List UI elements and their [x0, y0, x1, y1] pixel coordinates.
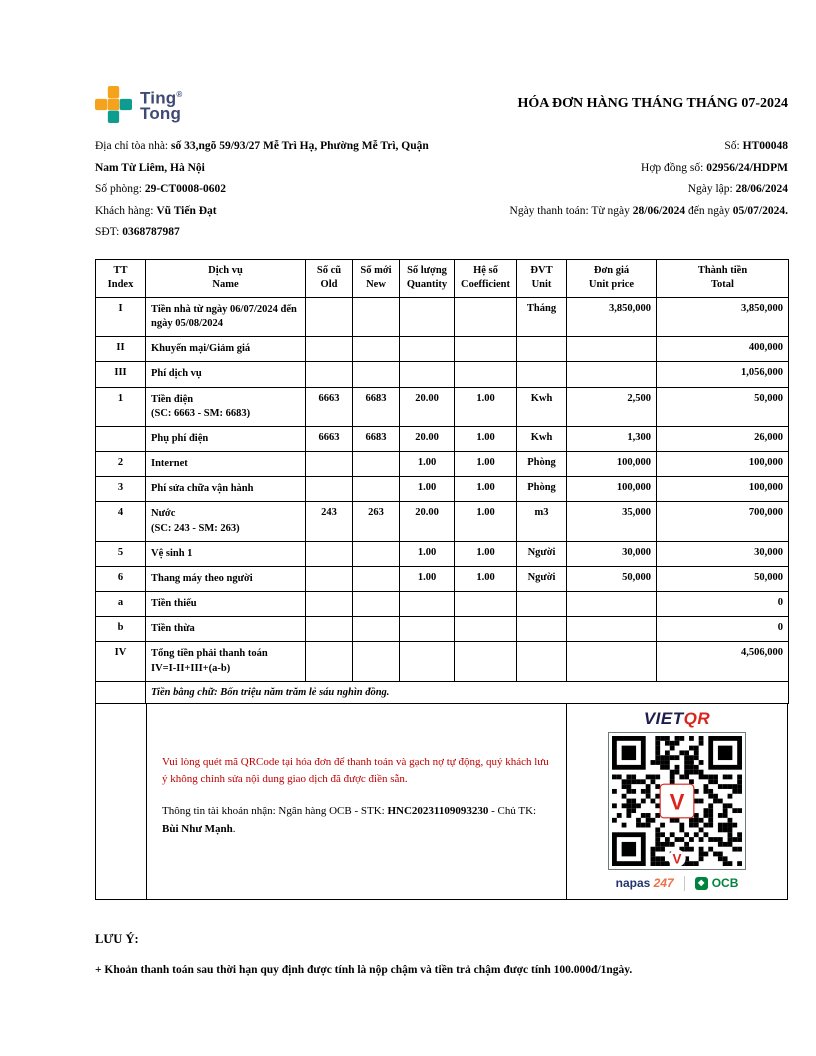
address-label: Địa chỉ tòa nhà:: [95, 140, 172, 152]
cell-coefficient: [455, 297, 517, 336]
amount-in-words-row: [96, 681, 789, 703]
cell-index: 3: [96, 477, 146, 502]
cell-name: [146, 477, 306, 502]
cell-quantity: [400, 592, 455, 617]
payment-period-end: .: [785, 204, 788, 217]
cell-total: 700,000: [657, 502, 789, 541]
qr-payment-notice: Vui lòng quét mã QRCode tại hóa đơn để thanh toán và gạch nợ tự động, quý khách lưu ý không chỉnh sửa nội dung giao dịch đã được điền sẵn.: [162, 755, 549, 786]
customer-name: [95, 201, 440, 223]
service-sub: (SC: 6663 - SM: 6683): [151, 407, 251, 419]
vietqr-logo: [644, 709, 710, 729]
table-row: [96, 452, 789, 477]
cell-old: [306, 337, 353, 362]
payment-instructions: [147, 704, 566, 899]
cell-old: [306, 541, 353, 566]
cell-index: III: [96, 362, 146, 387]
vietqr-qr-text: QR: [683, 708, 711, 728]
cell-quantity: 20.00: [400, 426, 455, 451]
cell-unit: m3: [517, 502, 567, 541]
building-address: [95, 136, 440, 179]
cell-unit-price: [567, 337, 657, 362]
service-sub: IV=I-II+III+(a-b): [151, 662, 231, 674]
cell-old: [306, 566, 353, 591]
cell-name: [146, 297, 306, 336]
cell-name: [146, 617, 306, 642]
cell-unit: [517, 617, 567, 642]
table-row: [96, 426, 789, 451]
cell-new: 6683: [353, 426, 400, 451]
contract-number: [483, 158, 788, 180]
col-header-index: TT Index: [96, 259, 146, 297]
payment-box: [95, 703, 788, 900]
napas-247-text: 247: [653, 876, 674, 891]
cell-quantity: 20.00: [400, 387, 455, 426]
invoice-info: [95, 136, 788, 244]
col-header-quantity: Số lượng Quantity: [400, 259, 455, 297]
cell-unit: Kwh: [517, 426, 567, 451]
service-name: Vệ sinh 1: [151, 547, 193, 559]
cell-coefficient: 1.00: [455, 387, 517, 426]
payment-period: [483, 201, 788, 223]
cell-total: 100,000: [657, 477, 789, 502]
cell-old: [306, 452, 353, 477]
cell-unit: [517, 642, 567, 681]
cell-coefficient: 1.00: [455, 477, 517, 502]
cell-index: 1: [96, 387, 146, 426]
napas-text: napas: [615, 876, 651, 891]
cell-unit-price: [567, 642, 657, 681]
cell-new: [353, 566, 400, 591]
service-name: Thang máy theo người: [151, 572, 253, 584]
cell-index: IV: [96, 642, 146, 681]
amount-in-words-cell: [146, 681, 789, 703]
cell-coefficient: 1.00: [455, 566, 517, 591]
table-row: [96, 337, 789, 362]
cell-name: [146, 541, 306, 566]
cell-new: [353, 477, 400, 502]
cell-coefficient: 1.00: [455, 541, 517, 566]
cell-unit: [517, 592, 567, 617]
logo-line2: Tong: [140, 104, 182, 124]
cell-name: [146, 426, 306, 451]
cell-total: 50,000: [657, 387, 789, 426]
cell-coefficient: [455, 642, 517, 681]
tingtong-logo: [95, 86, 182, 123]
customer-phone: [95, 222, 440, 244]
table-row: [96, 477, 789, 502]
col-header-unit: ĐVT Unit: [517, 259, 567, 297]
table-header-row: [96, 259, 789, 297]
cell-total: 4,506,000: [657, 642, 789, 681]
cell-coefficient: [455, 617, 517, 642]
cell-new: [353, 541, 400, 566]
cell-unit-price: 100,000: [567, 452, 657, 477]
vietqr-viet-text: VIET: [643, 708, 684, 728]
cell-unit-price: 1,300: [567, 426, 657, 451]
cell-index: 5: [96, 541, 146, 566]
issue-date: [483, 179, 788, 201]
cell-total: 400,000: [657, 337, 789, 362]
cell-coefficient: 1.00: [455, 426, 517, 451]
contract-value: 02956/24/HDPM: [706, 161, 788, 174]
cell-index: II: [96, 337, 146, 362]
cell-old: 6663: [306, 387, 353, 426]
ocb-bank-icon: ◆: [695, 877, 708, 890]
account-holder: Bùi Như Mạnh: [162, 822, 233, 835]
room-value: 29-CT0008-0602: [144, 183, 226, 195]
registered-mark: ®: [176, 89, 183, 99]
col-header-name: Dịch vụ Name: [146, 259, 306, 297]
cell-old: 6663: [306, 426, 353, 451]
invoice-info-left: [95, 136, 440, 244]
cell-quantity: 20.00: [400, 502, 455, 541]
cell-quantity: [400, 297, 455, 336]
col-header-old: Số cũ Old: [306, 259, 353, 297]
cell-name: [146, 566, 306, 591]
cell-new: 263: [353, 502, 400, 541]
logo-line1: Ting: [140, 88, 177, 108]
account-label: Thông tin tài khoản nhận: Ngân hàng OCB - STK:: [162, 804, 388, 817]
account-info: [162, 803, 551, 838]
cell-unit: Phòng: [517, 477, 567, 502]
cell-coefficient: 1.00: [455, 502, 517, 541]
qr-frame: [608, 732, 746, 870]
invoice-number-label: Số:: [724, 140, 743, 152]
cell-name: [146, 387, 306, 426]
cell-name: [146, 502, 306, 541]
cell-total: 26,000: [657, 426, 789, 451]
cell-old: [306, 477, 353, 502]
cell-unit-price: 100,000: [567, 477, 657, 502]
cell-unit-price: 35,000: [567, 502, 657, 541]
cell-name: [146, 592, 306, 617]
ocb-text: OCB: [711, 876, 739, 891]
service-name: Tổng tiền phải thanh toán: [151, 648, 268, 660]
table-row: [96, 502, 789, 541]
qr-code: [612, 736, 742, 866]
service-name: Tiền điện: [151, 393, 194, 405]
cell-quantity: [400, 362, 455, 387]
payment-box-spacer: [96, 704, 147, 899]
cell-unit-price: 2,500: [567, 387, 657, 426]
cell-old: 243: [306, 502, 353, 541]
cell-coefficient: [455, 592, 517, 617]
cell-total: 0: [657, 617, 789, 642]
cell-new: 6683: [353, 387, 400, 426]
cell-total: 0: [657, 592, 789, 617]
address-value: số 33,ngõ 59/93/27 Mễ Trì Hạ, Phường Mễ Trì, Quận Nam Từ Liêm, Hà Nội: [95, 140, 429, 174]
account-end: .: [232, 822, 236, 835]
qr-panel: [566, 704, 787, 899]
cell-quantity: 1.00: [400, 566, 455, 591]
cell-new: [353, 617, 400, 642]
cell-new: [353, 452, 400, 477]
cell-index: 2: [96, 452, 146, 477]
service-name: Phí dịch vụ: [151, 368, 202, 380]
invoice-number: [483, 136, 788, 158]
service-name: Tiền thiếu: [151, 598, 197, 610]
amount-in-words-label: Tiền bằng chữ:: [151, 686, 221, 698]
issue-date-label: Ngày lập:: [687, 183, 736, 195]
cell-coefficient: [455, 337, 517, 362]
cell-quantity: 1.00: [400, 452, 455, 477]
cell-quantity: [400, 617, 455, 642]
room-number: [95, 179, 440, 201]
phone-label: SĐT:: [95, 226, 123, 238]
room-label: Số phòng:: [95, 183, 145, 195]
invoice-info-right: [483, 136, 788, 244]
footer-notes: [95, 932, 788, 976]
cell-name: [146, 452, 306, 477]
table-row: [96, 642, 789, 681]
table-row: [96, 297, 789, 336]
cell-unit: Người: [517, 566, 567, 591]
ocb-logo: [695, 876, 739, 890]
cell-index: a: [96, 592, 146, 617]
issue-date-value: 28/06/2024: [735, 183, 788, 195]
table-row: [96, 362, 789, 387]
cell-new: [353, 362, 400, 387]
cell-new: [353, 592, 400, 617]
cell-quantity: [400, 642, 455, 681]
cell-unit: Người: [517, 541, 567, 566]
late-payment-note: + Khoản thanh toán sau thời hạn quy định được tính là nộp chậm và tiền trả chậm được tính 100.000đ/1ngày.: [95, 963, 633, 976]
cell-total: 30,000: [657, 541, 789, 566]
cell-unit: Kwh: [517, 387, 567, 426]
payment-period-label: Ngày thanh toán: Từ ngày: [509, 204, 633, 217]
amount-in-words-value: Bốn triệu năm trăm lẻ sáu nghìn đồng.: [220, 686, 390, 698]
cell-total: 50,000: [657, 566, 789, 591]
cell-old: [306, 362, 353, 387]
svg-text:V: V: [669, 789, 685, 815]
cell-new: [353, 642, 400, 681]
service-name: Nước: [151, 508, 176, 520]
col-header-coefficient: Hệ số Coefficient: [455, 259, 517, 297]
col-header-unit-price: Đơn giá Unit price: [567, 259, 657, 297]
payment-from-date: 28/06/2024: [632, 204, 686, 217]
cell-unit-price: [567, 362, 657, 387]
cell-name: [146, 337, 306, 362]
table-row: [96, 541, 789, 566]
cell-old: [306, 297, 353, 336]
cell-old: [306, 592, 353, 617]
cell-unit-price: 50,000: [567, 566, 657, 591]
cell-quantity: 1.00: [400, 477, 455, 502]
payment-to-date: 05/07/2024: [732, 204, 786, 217]
table-row: [96, 566, 789, 591]
cell-index: I: [96, 297, 146, 336]
customer-value: Vũ Tiến Đạt: [156, 204, 217, 217]
cell-total: 3,850,000: [657, 297, 789, 336]
tingtong-cross-icon: [95, 86, 132, 123]
invoice-table: [95, 259, 789, 704]
cell-unit: Phòng: [517, 452, 567, 477]
cell-index: b: [96, 617, 146, 642]
cell-quantity: 1.00: [400, 541, 455, 566]
payment-period-mid: đến ngày: [685, 204, 733, 217]
service-name: Internet: [151, 458, 188, 470]
col-header-total: Thành tiền Total: [657, 259, 789, 297]
invoice-number-value: HT00048: [742, 140, 788, 152]
svg-text:V: V: [672, 851, 682, 866]
table-row: [96, 387, 789, 426]
service-sub: (SC: 243 - SM: 263): [151, 522, 240, 534]
cell-unit-price: [567, 617, 657, 642]
cell-total: 100,000: [657, 452, 789, 477]
service-name: Tiền thừa: [151, 623, 195, 635]
table-row: [96, 617, 789, 642]
payment-network-logos: [616, 876, 739, 891]
cell-unit: Tháng: [517, 297, 567, 336]
customer-label: Khách hàng:: [95, 204, 157, 217]
service-name: Phụ phí điện: [151, 432, 209, 444]
service-name: Khuyến mại/Giảm giá: [151, 343, 251, 355]
logo-divider: [684, 876, 685, 891]
cell-name: [146, 362, 306, 387]
amount-in-words-spacer: [96, 681, 146, 703]
note-title: LƯU Ý:: [95, 931, 139, 946]
table-row: [96, 592, 789, 617]
napas-logo: [616, 876, 674, 890]
cell-name: [146, 642, 306, 681]
col-header-new: Số mới New: [353, 259, 400, 297]
cell-coefficient: 1.00: [455, 452, 517, 477]
phone-value: 0368787987: [122, 226, 180, 238]
cell-new: [353, 297, 400, 336]
cell-index: 4: [96, 502, 146, 541]
invoice-header: [95, 86, 788, 123]
invoice-table-body: [96, 297, 789, 681]
service-name: Tiền nhà từ ngày 06/07/2024 đến ngày 05/08/2024: [151, 303, 297, 330]
cell-old: [306, 617, 353, 642]
cell-index: [96, 426, 146, 451]
cell-unit: [517, 337, 567, 362]
cell-total: 1,056,000: [657, 362, 789, 387]
contract-label: Hợp đồng số:: [641, 161, 707, 174]
cell-unit-price: 30,000: [567, 541, 657, 566]
invoice-title: HÓA ĐƠN HÀNG THÁNG THÁNG 07-2024: [517, 96, 788, 111]
cell-old: [306, 642, 353, 681]
cell-index: 6: [96, 566, 146, 591]
cell-unit: [517, 362, 567, 387]
service-name: Phí sửa chữa vận hành: [151, 483, 254, 495]
cell-quantity: [400, 337, 455, 362]
account-mid: - Chủ TK:: [488, 804, 537, 817]
cell-unit-price: 3,850,000: [567, 297, 657, 336]
cell-unit-price: [567, 592, 657, 617]
logo-wordmark: [140, 87, 182, 123]
cell-new: [353, 337, 400, 362]
account-number: HNC20231109093230: [387, 804, 489, 817]
cell-coefficient: [455, 362, 517, 387]
